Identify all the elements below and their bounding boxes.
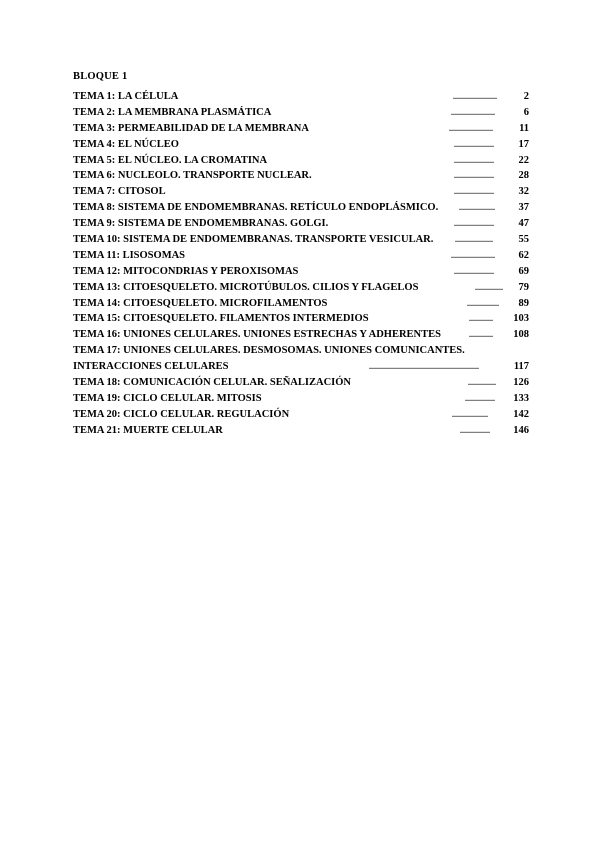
toc-entry [73,105,529,121]
toc-entry [73,280,529,296]
toc-page-number: 32 [518,186,529,198]
toc-entry-title: TEMA 6: NUCLEOLO. TRANSPORTE NUCLEAR. [73,170,312,182]
toc-leader-dots: ............ [469,314,493,324]
toc-entry [73,391,529,407]
toc-page-number: 79 [518,281,529,293]
toc-entry-title: TEMA 11: LISOSOMAS [73,249,186,261]
toc-entry-title: TEMA 12: MITOCONDRIAS Y PEROXISOMAS [73,265,299,277]
toc-entry-title: TEMA 9: SISTEMA DE ENDOMEMBRANAS. GOLGI. [73,218,329,230]
toc-page-number: 55 [518,234,529,246]
toc-page-number: 2 [523,91,529,102]
toc-entry [73,121,529,137]
table-of-contents [73,89,529,439]
toc-entry-title: TEMA 15: CITOESQUELETO. FILAMENTOS INTERMEDIOS [73,313,369,325]
toc-page-number: 108 [513,329,529,341]
toc-entry-title: TEMA 19: CICLO CELULAR. MITOSIS [73,392,262,404]
toc-entry-title: TEMA 7: CITOSOL [73,186,166,198]
toc-leader-dots: ................ [467,298,499,308]
toc-leader-dots: ....................................................... [369,362,479,372]
toc-entry-title: TEMA 14: CITOESQUELETO. MICROFILAMENTOS [73,297,328,309]
toc-page-number: 146 [513,424,529,436]
toc-entry [73,89,529,105]
toc-entry [73,200,529,216]
toc-entry [73,296,529,312]
toc-leader-dots: .................... [454,187,494,197]
toc-page-number: 117 [513,361,529,373]
toc-entry [73,264,529,280]
toc-entry [73,343,529,375]
toc-entry-title: TEMA 21: MUERTE CELULAR [73,424,223,436]
toc-page-number: 17 [518,138,529,150]
toc-entry [73,423,529,439]
toc-entry [73,407,529,423]
toc-entry [73,327,529,343]
toc-entry [73,137,529,153]
toc-leader-dots: .................... [454,139,494,149]
toc-leader-dots: .................... [454,219,494,229]
toc-page-number: 69 [518,265,529,277]
toc-leader-dots: ............... [465,393,495,403]
toc-entry-title: TEMA 2: LA MEMBRANA PLASMÁTICA [73,106,272,118]
toc-leader-dots: ...................... [453,92,497,101]
toc-entry-title-continued: INTERACCIONES CELULARES [73,361,229,373]
toc-leader-dots: ...................... [451,107,495,117]
toc-leader-dots: ............ [469,330,493,340]
toc-entry-title: TEMA 17: UNIONES CELULARES. DESMOSOMAS. UNIONES COMUNICANTES. [73,345,465,357]
toc-entry-title: TEMA 18: COMUNICACIÓN CELULAR. SEÑALIZACIÓN [73,377,351,389]
toc-entry [73,248,529,264]
toc-page-number: 22 [518,154,529,166]
toc-leader-dots: .................. [459,203,495,213]
toc-entry [73,232,529,248]
toc-entry [73,216,529,232]
toc-page-number: 62 [518,249,529,261]
toc-page-number: 11 [519,122,529,134]
toc-leader-dots: ...................... [451,250,495,260]
toc-entry-title: TEMA 3: PERMEABILIDAD DE LA MEMBRANA [73,122,309,134]
toc-page-number: 89 [518,297,529,309]
toc-entry-title: TEMA 5: EL NÚCLEO. LA CROMATINA [73,154,268,166]
toc-leader-dots: .............. [475,282,503,292]
toc-page-number: 126 [513,377,529,389]
toc-entry [73,153,529,169]
toc-page-number: 6 [523,106,529,118]
toc-leader-dots: .................... [454,171,494,181]
toc-entry-title: TEMA 10: SISTEMA DE ENDOMEMBRANAS. TRANSPORTE VESICULAR. [73,234,434,246]
toc-page-number: 37 [518,202,529,214]
toc-entry [73,168,529,184]
toc-leader-dots: .................... [454,155,494,165]
toc-entry-title: TEMA 8: SISTEMA DE ENDOMEMBRANAS. RETÍCULO ENDOPLÁSMICO. [73,202,439,214]
toc-leader-dots: .................. [452,409,488,419]
toc-leader-dots: .................... [454,266,494,276]
toc-page-number: 47 [518,218,529,230]
toc-entry [73,184,529,200]
toc-entry-title: TEMA 1: LA CÉLULA [73,91,179,102]
toc-entry [73,375,529,391]
toc-page-number: 103 [513,313,529,325]
toc-entry-title: TEMA 16: UNIONES CELULARES. UNIONES ESTRECHAS Y ADHERENTES [73,329,441,341]
toc-entry-title: TEMA 20: CICLO CELULAR. REGULACIÓN [73,408,290,420]
toc-entry-title: TEMA 4: EL NÚCLEO [73,138,179,150]
toc-entry [73,311,529,327]
toc-page-number: 133 [513,392,529,404]
toc-entry-title: TEMA 13: CITOESQUELETO. MICROTÚBULOS. CILIOS Y FLAGELOS [73,281,419,293]
toc-page-number: 28 [518,170,529,182]
toc-leader-dots: ................... [455,235,493,245]
toc-leader-dots: ...................... [449,123,493,133]
toc-leader-dots: ............... [460,425,490,435]
toc-page-number: 142 [513,408,529,420]
block-heading: BLOQUE 1 [73,71,128,82]
toc-leader-dots: .............. [468,378,496,388]
